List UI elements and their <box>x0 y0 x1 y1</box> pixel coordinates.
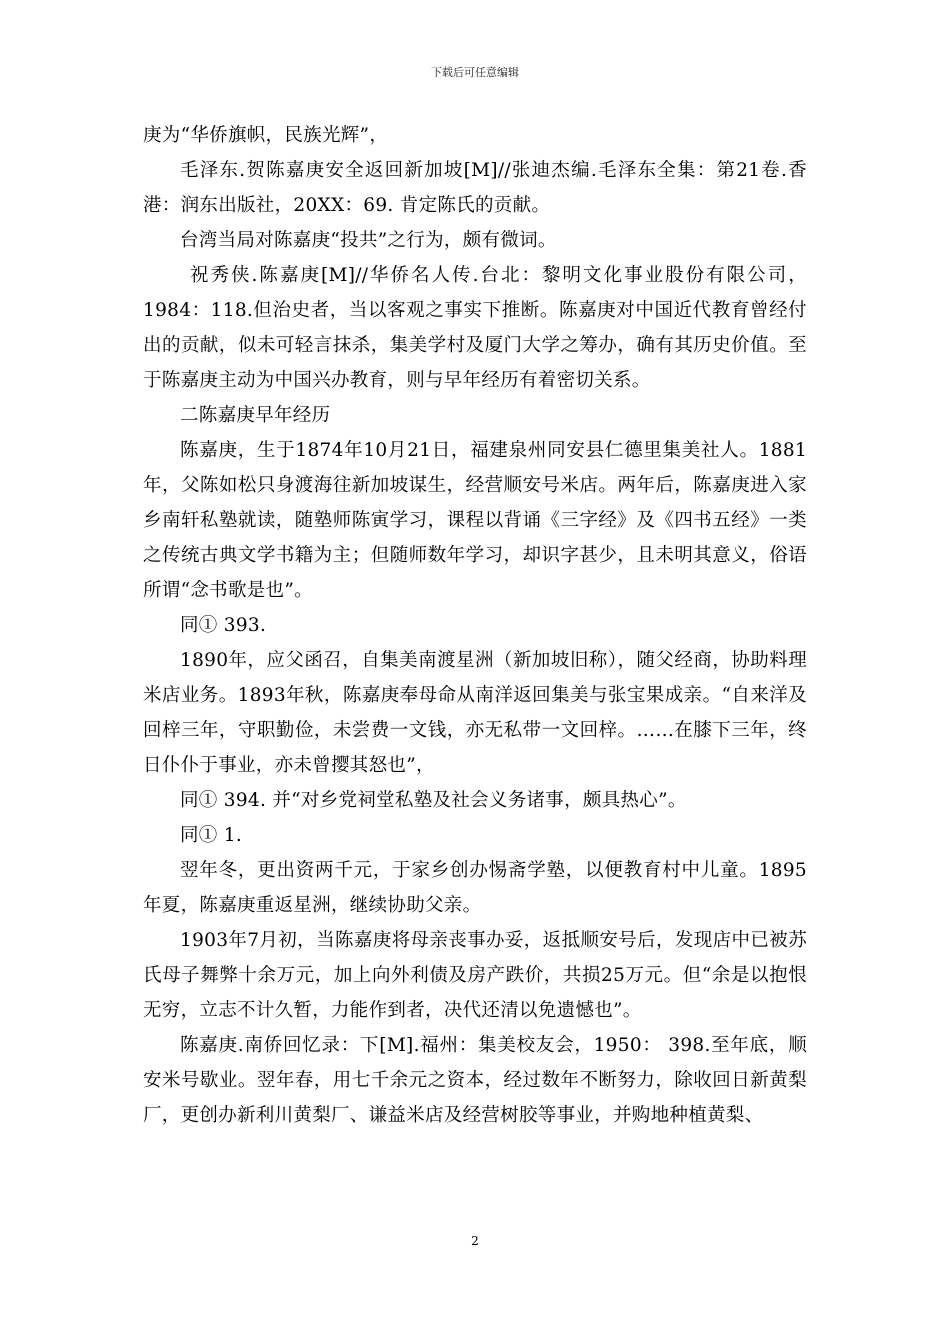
document-body <box>143 118 807 1133</box>
page-header: 下载后可任意编辑 <box>431 66 519 79</box>
section-heading: 二陈嘉庚早年经历 <box>180 405 331 426</box>
paragraph: 陈嘉庚，生于1874年10月21日，福建泉州同安县仁德里集美社人。1881年，父陈如松只身渡海往新加坡谋生，经营顺安号米店。两年后，陈嘉庚进入家乡南轩私塾就读，随塾师陈寅学习，课程以背诵《三字经》及《四书五经》一类之传统古典文学书籍为主；但随师数年学习，却识字甚少，且未明其意义，俗语所谓“念书歌是也”。 <box>143 440 807 601</box>
paragraph: 1903年7月初，当陈嘉庚将母亲丧事办妥，返抵顺安号后，发现店中已被苏氏母子舞弊十余万元，加上向外利债及房产跌价，共损25万元。但“余是以抱恨无穷，立志不计久暂，力能作到者，决代还清以免遗憾也”。 <box>143 930 807 1021</box>
page-number: 2 <box>471 1234 479 1248</box>
paragraph: 同① 394. 并“对乡党祠堂私塾及社会义务诸事，颇具热心”。 <box>180 790 687 811</box>
paragraph: 1890年，应父函召，自集美南渡星洲（新加坡旧称），随父经商，协助料理米店业务。1893年秋，陈嘉庚奉母命从南洋返回集美与张宝果成亲。“自来洋及回梓三年，守职勤俭，未尝费一文钱，亦无私带一文回梓。……在膝下三年，终日仆仆于事业，亦未曾撄其怒也”， <box>143 650 807 776</box>
paragraph: 庚为“华侨旗帜，民族光辉”， <box>143 125 389 146</box>
paragraph: 陈嘉庚.南侨回忆录：下[M].福州：集美校友会，1950： 398.至年底，顺安米号歇业。翌年春，用七千余元之资本，经过数年不断努力，除收回日新黄梨厂，更创办新利川黄梨厂、谦益米店及经营树胶等事业，并购地种植黄梨、 <box>143 1035 807 1126</box>
paragraph: 同① 393. <box>180 615 267 636</box>
paragraph: 台湾当局对陈嘉庚“投共”之行为，颇有微词。 <box>180 230 557 251</box>
paragraph: 翌年冬，更出资两千元，于家乡创办惕斋学塾，以便教育村中儿童。1895年夏，陈嘉庚重返星洲，继续协助父亲。 <box>143 860 807 916</box>
paragraph: 同① 1. <box>180 825 243 846</box>
paragraph: 祝秀侠.陈嘉庚[M]//华侨名人传.台北：黎明文化事业股份有限公司，1984：118.但治史者，当以客观之事实下推断。陈嘉庚对中国近代教育曾经付出的贡献，似未可轻言抹杀，集美学村及厦门大学之筹办，确有其历史价值。至于陈嘉庚主动为中国兴办教育，则与早年经历有着密切关系。 <box>143 265 807 391</box>
paragraph: 毛泽东.贺陈嘉庚安全返回新加坡[M]//张迪杰编.毛泽东全集：第21卷.香港：润东出版社，20XX：69. 肯定陈氏的贡献。 <box>143 160 807 216</box>
